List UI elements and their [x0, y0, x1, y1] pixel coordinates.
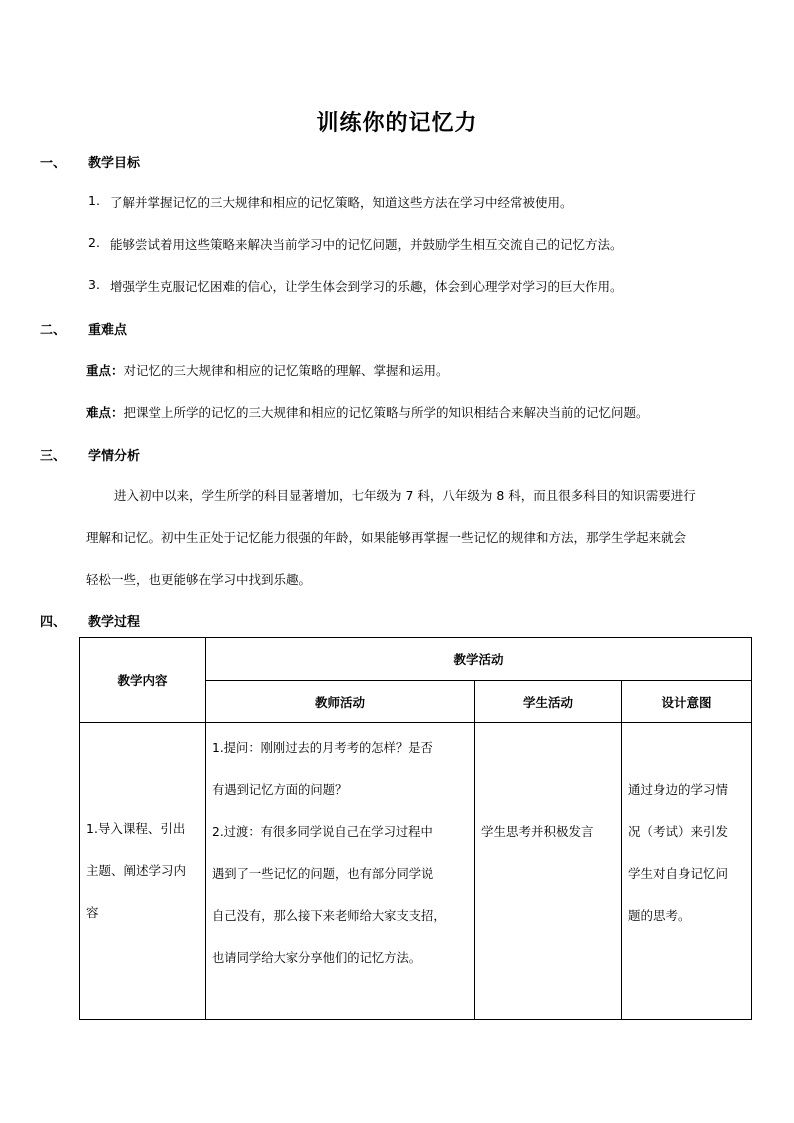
- design-line: 题的思考。: [628, 908, 691, 923]
- content-line: 主题、阐述学习内: [86, 863, 187, 878]
- teaching-process-table: [79, 637, 752, 1020]
- section-number-2: 二、: [40, 323, 67, 338]
- objective-text: 能够尝试着用这些策略来解决当前学习中的记忆问题，并鼓励学生相互交流自己的记忆方法。: [110, 237, 623, 252]
- header-student-activity: 学生活动: [475, 681, 622, 723]
- cell-teaching-content: [80, 723, 206, 1020]
- section-title-objectives: 教学目标: [88, 156, 141, 171]
- teacher-line: 1.提问：刚刚过去的月考考的怎样？是否: [212, 741, 433, 755]
- focus-label: 重点：: [86, 363, 124, 378]
- student-activity-text: 学生思考并积极发言: [481, 824, 594, 839]
- section-number-4: 四、: [40, 615, 67, 630]
- section-number-1: 一、: [40, 156, 67, 171]
- header-teaching-content: 教学内容: [80, 638, 206, 723]
- content-line: 1.导入课程、引出: [86, 821, 186, 836]
- focus-line: [86, 361, 449, 379]
- teacher-line: 自己没有，那么接下来老师给大家支支招，: [212, 909, 446, 923]
- document-title: 训练你的记忆力: [316, 111, 478, 136]
- header-teaching-activity: 教学活动: [206, 638, 752, 681]
- objective-text: 了解并掌握记忆的三大规律和相应的记忆策略，知道这些方法在学习中经常被使用。: [110, 195, 573, 210]
- section-title-key-points: 重难点: [88, 323, 128, 338]
- section-number-3: 三、: [40, 449, 67, 464]
- difficulty-label: 难点：: [86, 405, 124, 420]
- analysis-paragraph-line: 进入初中以来，学生所学的科目显著增加，七年级为 7 科，八年级为 8 科，而且很多科目的知识需要进行: [114, 488, 696, 503]
- analysis-paragraph-line: 理解和记忆。初中生正处于记忆能力很强的年龄，如果能够再掌握一些记忆的规律和方法，那学生学起来就会: [86, 530, 687, 545]
- design-line: 通过身边的学习情: [628, 782, 729, 797]
- objective-number: 3.: [88, 277, 100, 292]
- section-title-process: 教学过程: [88, 615, 141, 630]
- design-line: 学生对自身记忆问: [628, 866, 729, 881]
- teacher-line: 也请同学给大家分享他们的记忆方法。: [212, 951, 422, 965]
- objective-number: 1.: [88, 193, 100, 208]
- teacher-line: 2.过渡：有很多同学说自己在学习过程中: [212, 825, 433, 839]
- design-line: 况（考试）来引发: [628, 824, 729, 839]
- header-design-intent: 设计意图: [622, 681, 752, 723]
- focus-text: 对记忆的三大规律和相应的记忆策略的理解、掌握和运用。: [123, 363, 449, 378]
- teacher-line: 遇到了一些记忆的问题，也有部分同学说: [212, 867, 434, 881]
- content-line: 容: [86, 905, 99, 920]
- cell-student-activity: [475, 723, 622, 1020]
- cell-teacher-activity: [206, 723, 475, 1020]
- difficulty-line: [86, 403, 649, 421]
- cell-design-intent: [622, 723, 752, 1020]
- objective-number: 2.: [88, 235, 100, 250]
- objective-text: 增强学生克服记忆困难的信心，让学生体会到学习的乐趣，体会到心理学对学习的巨大作用。: [110, 279, 623, 294]
- teacher-line: 有遇到记忆方面的问题？: [212, 783, 348, 797]
- analysis-paragraph-line: 轻松一些，也更能够在学习中找到乐趣。: [86, 572, 312, 587]
- header-teacher-activity: 教师活动: [206, 681, 475, 723]
- section-title-analysis: 学情分析: [88, 449, 141, 464]
- difficulty-text: 把课堂上所学的记忆的三大规律和相应的记忆策略与所学的知识相结合来解决当前的记忆问题。: [123, 405, 649, 420]
